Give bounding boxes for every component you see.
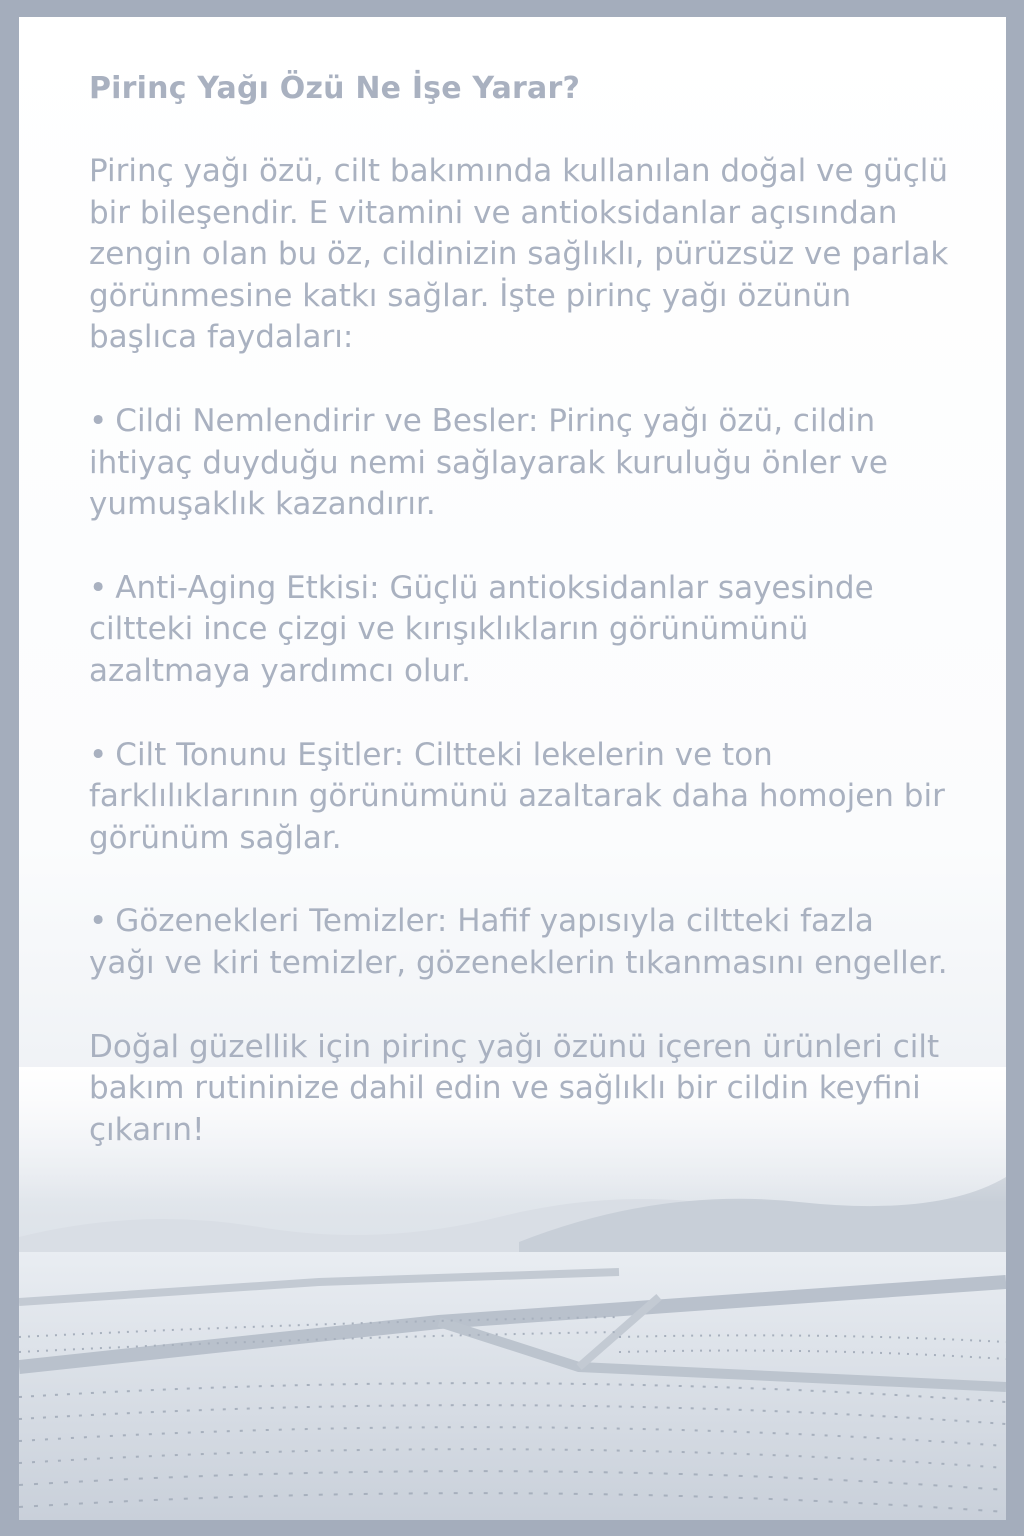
article [89,69,949,1193]
closing-paragraph: Doğal güzellik için pirinç yağı özünü içeren ürünleri cilt bakım rutininize dahil edin ve sağlıklı bir cildin keyfini çıkarın! [89,1028,940,1148]
article-title: Pirinç Yağı Özü Ne İşe Yarar? [89,71,581,106]
bullet-item [89,401,949,526]
bullet-text: Gözenekleri Temizler: Hafif yapısıyla ciltteki fazla yağı ve kiri temizler, gözeneklerin tıkanmasını engeller. [89,903,948,981]
bullet-item [89,735,949,860]
bullet-item [89,901,949,984]
bullet-icon: • [89,736,108,773]
intro-paragraph: Pirinç yağı özü, cilt bakımında kullanılan doğal ve güçlü bir bileşendir. E vitamini ve antioksidanlar açısından zengin olan bu öz, cildinizin sağlıklı, pürüzsüz ve parlak görünmesine katkı sağlar. İşte pirinç yağı özünün başlıca faydaları: [89,153,949,356]
bullet-text: Cildi Nemlendirir ve Besler: Pirinç yağı özü, cildin ihtiyaç duyduğu nemi sağlayarak kuruluğu önler ve yumuşaklık kazandırır. [89,402,888,523]
bullet-item [89,568,949,693]
content-panel [19,17,1006,1520]
bullet-icon: • [89,903,108,940]
bullet-text: Anti-Aging Etkisi: Güçlü antioksidanlar sayesinde ciltteki ince çizgi ve kırışıklıkların görünümünü azaltmaya yardımcı olur. [89,569,874,689]
bullet-icon: • [89,569,108,606]
bullet-text: Cilt Tonunu Eşitler: Ciltteki lekelerin ve ton farklılıklarının görünümünü azaltarak daha homojen bir görünüm sağlar. [89,736,945,856]
bullet-icon: • [89,402,108,439]
